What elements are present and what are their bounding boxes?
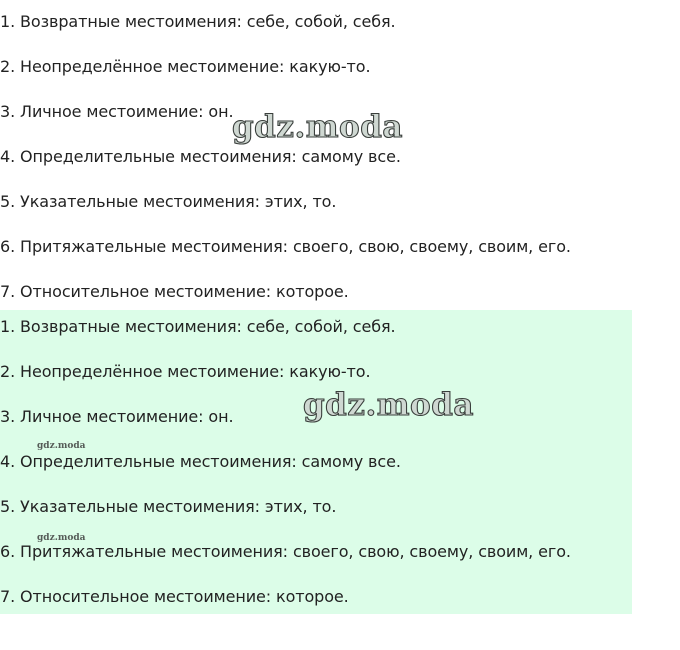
answer-line-4: 4. Определительные местоимения: самому все. [0, 147, 401, 166]
answer-line-6: 6. Притяжательные местоимения: своего, свою, своему, своим, его. [0, 237, 571, 256]
answer-line-7: 7. Относительное местоимение: которое. [0, 587, 349, 606]
answer-block-original [0, 0, 632, 308]
watermark-small: gdz.moda [37, 533, 86, 543]
watermark-small: gdz.moda [37, 441, 86, 451]
answer-line-5: 5. Указательные местоимения: этих, то. [0, 192, 337, 211]
answer-line-6: 6. Притяжательные местоимения: своего, свою, своему, своим, его. [0, 542, 571, 561]
answer-line-3: 3. Личное местоимение: он. [0, 407, 234, 426]
answer-line-4: 4. Определительные местоимения: самому все. [0, 452, 401, 471]
answer-line-3: 3. Личное местоимение: он. [0, 102, 234, 121]
answer-line-2: 2. Неопределённое местоимение: какую-то. [0, 362, 371, 381]
answer-line-2: 2. Неопределённое местоимение: какую-то. [0, 57, 371, 76]
answer-line-1: 1. Возвратные местоимения: себе, собой, себя. [0, 317, 396, 336]
answer-line-5: 5. Указательные местоимения: этих, то. [0, 497, 337, 516]
watermark-logo: gdz.moda [232, 109, 403, 145]
answer-line-1: 1. Возвратные местоимения: себе, собой, себя. [0, 12, 396, 31]
watermark-logo: gdz.moda [303, 387, 474, 423]
answer-block-highlighted [0, 310, 632, 614]
answer-line-7: 7. Относительное местоимение: которое. [0, 282, 349, 301]
